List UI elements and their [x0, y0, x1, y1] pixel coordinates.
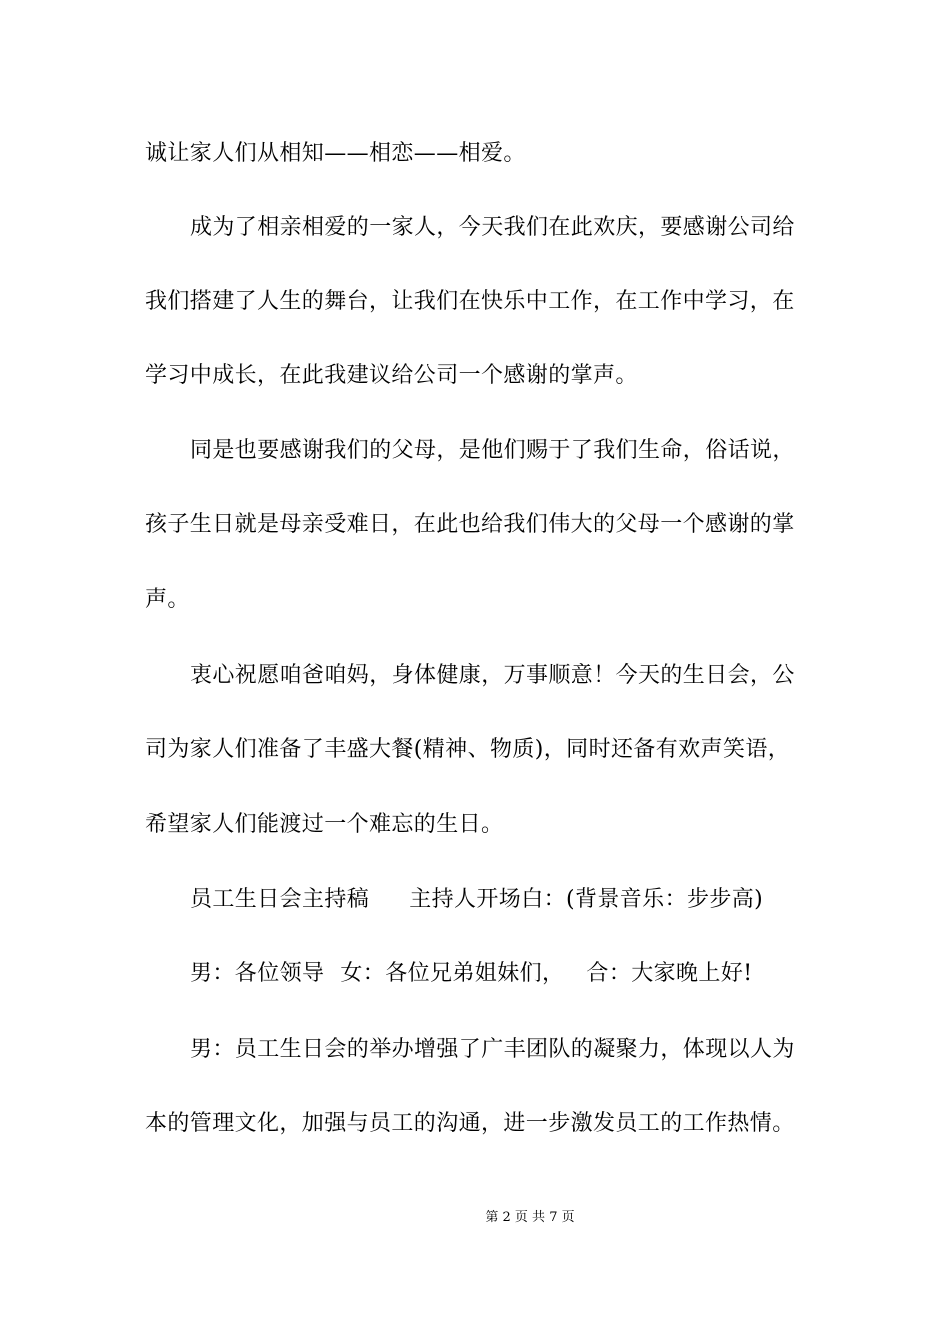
- text-line-3: 我们搭建了人生的舞台，让我们在快乐中工作，在工作中学习，在: [145, 289, 795, 314]
- greeting-line: [190, 960, 752, 988]
- host-opening: 主持人开场白：(背景音乐：步步高): [409, 887, 764, 912]
- greeting-male: 男：各位领导: [190, 961, 325, 986]
- text-line-4: 学习中成长，在此我建议给公司一个感谢的掌声。: [145, 363, 638, 388]
- text-line-9: 司为家人们准备了丰盛大餐(精神、物质)，同时还备有欢声笑语，: [145, 737, 791, 762]
- text-line-5: 同是也要感谢我们的父母，是他们赐于了我们生命，俗话说，: [190, 438, 795, 463]
- text-line-8: 衷心祝愿咱爸咱妈，身体健康，万事顺意！今天的生日会，公: [190, 663, 795, 688]
- text-line-7: 声。: [145, 587, 190, 612]
- text-line-1: 诚让家人们从相知——相恋——相爱。: [145, 141, 526, 166]
- text-line-2: 成为了相亲相爱的一家人，今天我们在此欢庆，要感谢公司给: [190, 215, 795, 240]
- greeting-female: 女：各位兄弟姐妹们，: [340, 961, 565, 986]
- page-footer: 第 2 页 共 7 页: [485, 1210, 575, 1225]
- text-line-11: 男：员工生日会的举办增强了广丰团队的凝聚力，体现以人为: [190, 1037, 795, 1062]
- host-line: [190, 886, 763, 914]
- text-line-12: 本的管理文化，加强与员工的沟通，进一步激发员工的工作热情。: [145, 1111, 795, 1136]
- text-line-6: 孩子生日就是母亲受难日，在此也给我们伟大的父母一个感谢的掌: [145, 512, 795, 537]
- text-line-10: 希望家人们能渡过一个难忘的生日。: [145, 812, 504, 837]
- greeting-together: 合：大家晚上好!: [586, 961, 753, 986]
- host-title: 员工生日会主持稿: [190, 887, 370, 912]
